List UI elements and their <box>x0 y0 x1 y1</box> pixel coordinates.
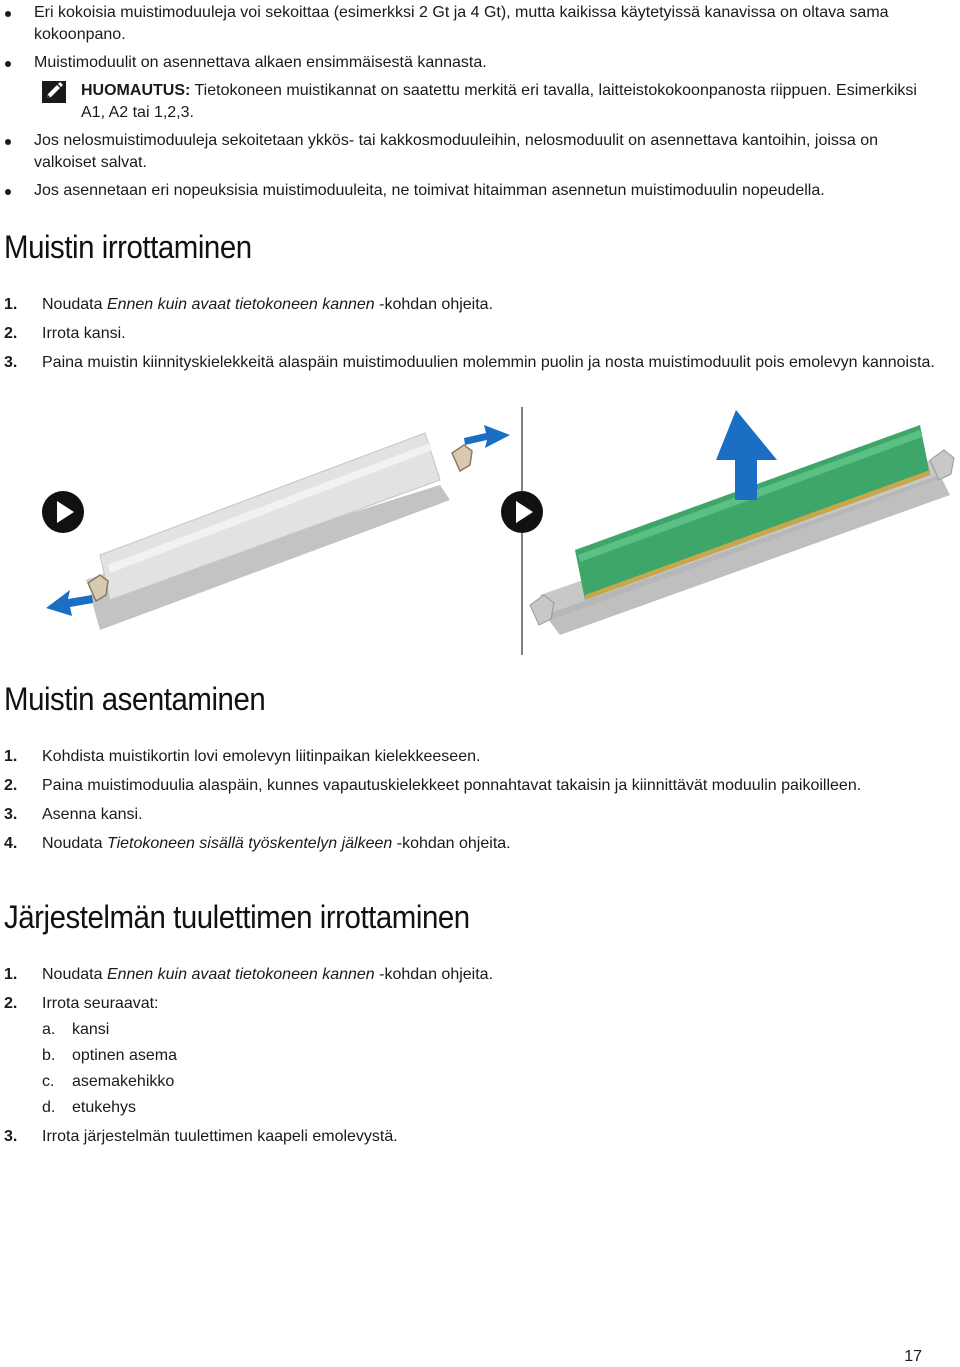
step-item: 1. Noudata Ennen kuin avaat tietokoneen kannen -kohdan ohjeita. <box>4 966 494 983</box>
section-title-fan-removal: Järjestelmän tuulettimen irrottaminen <box>4 899 470 935</box>
step-item: 4. Noudata Tietokoneen sisällä työskentelyn jälkeen -kohdan ohjeita. <box>4 835 511 852</box>
substep-item: c. asemakehikko <box>42 1073 175 1090</box>
page-number: 17 <box>904 1348 922 1365</box>
note-label: HUOMAUTUS: <box>81 82 191 99</box>
bullet-item: Eri kokoisia muistimoduuleja voi sekoittaa (esimerkksi 2 Gt ja 4 Gt), mutta kaikissa käytetyissä kanavissa on oltava sama kokoonpano. <box>0 2 940 46</box>
section-title-memory-install: Muistin asentaminen <box>4 681 266 717</box>
left-module-panel <box>42 425 510 630</box>
step-item: 2. Irrota seuraavat: a. kansi b. optinen asema c. asemakehikko d. etukehys <box>0 993 940 1119</box>
fan-removal-steps <box>0 964 940 1155</box>
left-release-arrow <box>46 590 93 616</box>
bullet-dot-icon <box>5 189 11 195</box>
note-pencil-icon <box>42 81 66 103</box>
substep-list <box>42 1019 940 1119</box>
bullet-item: Jos asennetaan eri nopeuksisia muistimoduuleita, ne toimivat hitaimman asennetun muistimoduulin nopeudella. <box>0 180 940 202</box>
step-item: 2. Irrota kansi. <box>4 325 126 342</box>
step-item: 2. Paina muistimoduulia alaspäin, kunnes vapautuskielekkeet ponnahtavat takaisin ja kiinnittävät moduulin paikoilleen. <box>4 777 862 794</box>
substep-item: d. etukehys <box>42 1099 137 1116</box>
bullet-item: Muistimoduulit on asennettava alkaen ensimmäisestä kannasta. <box>0 52 940 74</box>
step-item: 1. Noudata Ennen kuin avaat tietokoneen kannen -kohdan ohjeita. <box>4 296 494 313</box>
note-text: Tietokoneen muistikannat on saatettu merkitä eri tavalla, laitteistokokoonpanosta riippuen. Esimerkiksi A1, A2 tai 1,2,3. <box>81 82 917 121</box>
link-reference[interactable]: Tietokoneen sisällä työskentelyn jälkeen <box>106 835 393 852</box>
install-steps <box>0 746 940 862</box>
bullet-list <box>0 2 940 208</box>
step-item: 1. Kohdista muistikortin lovi emolevyn liitinpaikan kielekkeeseen. <box>4 748 481 765</box>
memory-removal-illustration <box>30 405 960 660</box>
step-item: 3. Asenna kansi. <box>4 806 143 823</box>
removal-steps <box>0 294 940 381</box>
right-module-panel <box>501 410 954 635</box>
section-title-memory-removal: Muistin irrottaminen <box>4 229 252 265</box>
right-release-arrow <box>464 425 510 448</box>
note-block <box>0 80 940 124</box>
right-latch-icon <box>452 445 472 471</box>
bullet-dot-icon <box>5 61 11 67</box>
step-item: 3. Paina muistin kiinnityskielekkeitä alaspäin muistimoduulien molemmin puolin ja nosta muistimoduulit pois emolevyn kannoista. <box>4 354 935 371</box>
substep-item: a. kansi <box>42 1021 110 1038</box>
step-item: 3. Irrota järjestelmän tuulettimen kaapeli emolevystä. <box>4 1128 398 1145</box>
link-reference[interactable]: Ennen kuin avaat tietokoneen kannen <box>106 966 375 983</box>
substep-item: b. optinen asema <box>42 1047 177 1064</box>
link-reference[interactable]: Ennen kuin avaat tietokoneen kannen <box>106 296 375 313</box>
bullet-item: Jos nelosmuistimoduuleja sekoitetaan ykkös- tai kakkosmoduuleihin, nelosmoduulit on asennettava kantoihin, joissa on valkoiset salvat. <box>0 130 940 174</box>
bullet-dot-icon <box>5 139 11 145</box>
bullet-dot-icon <box>5 11 11 17</box>
